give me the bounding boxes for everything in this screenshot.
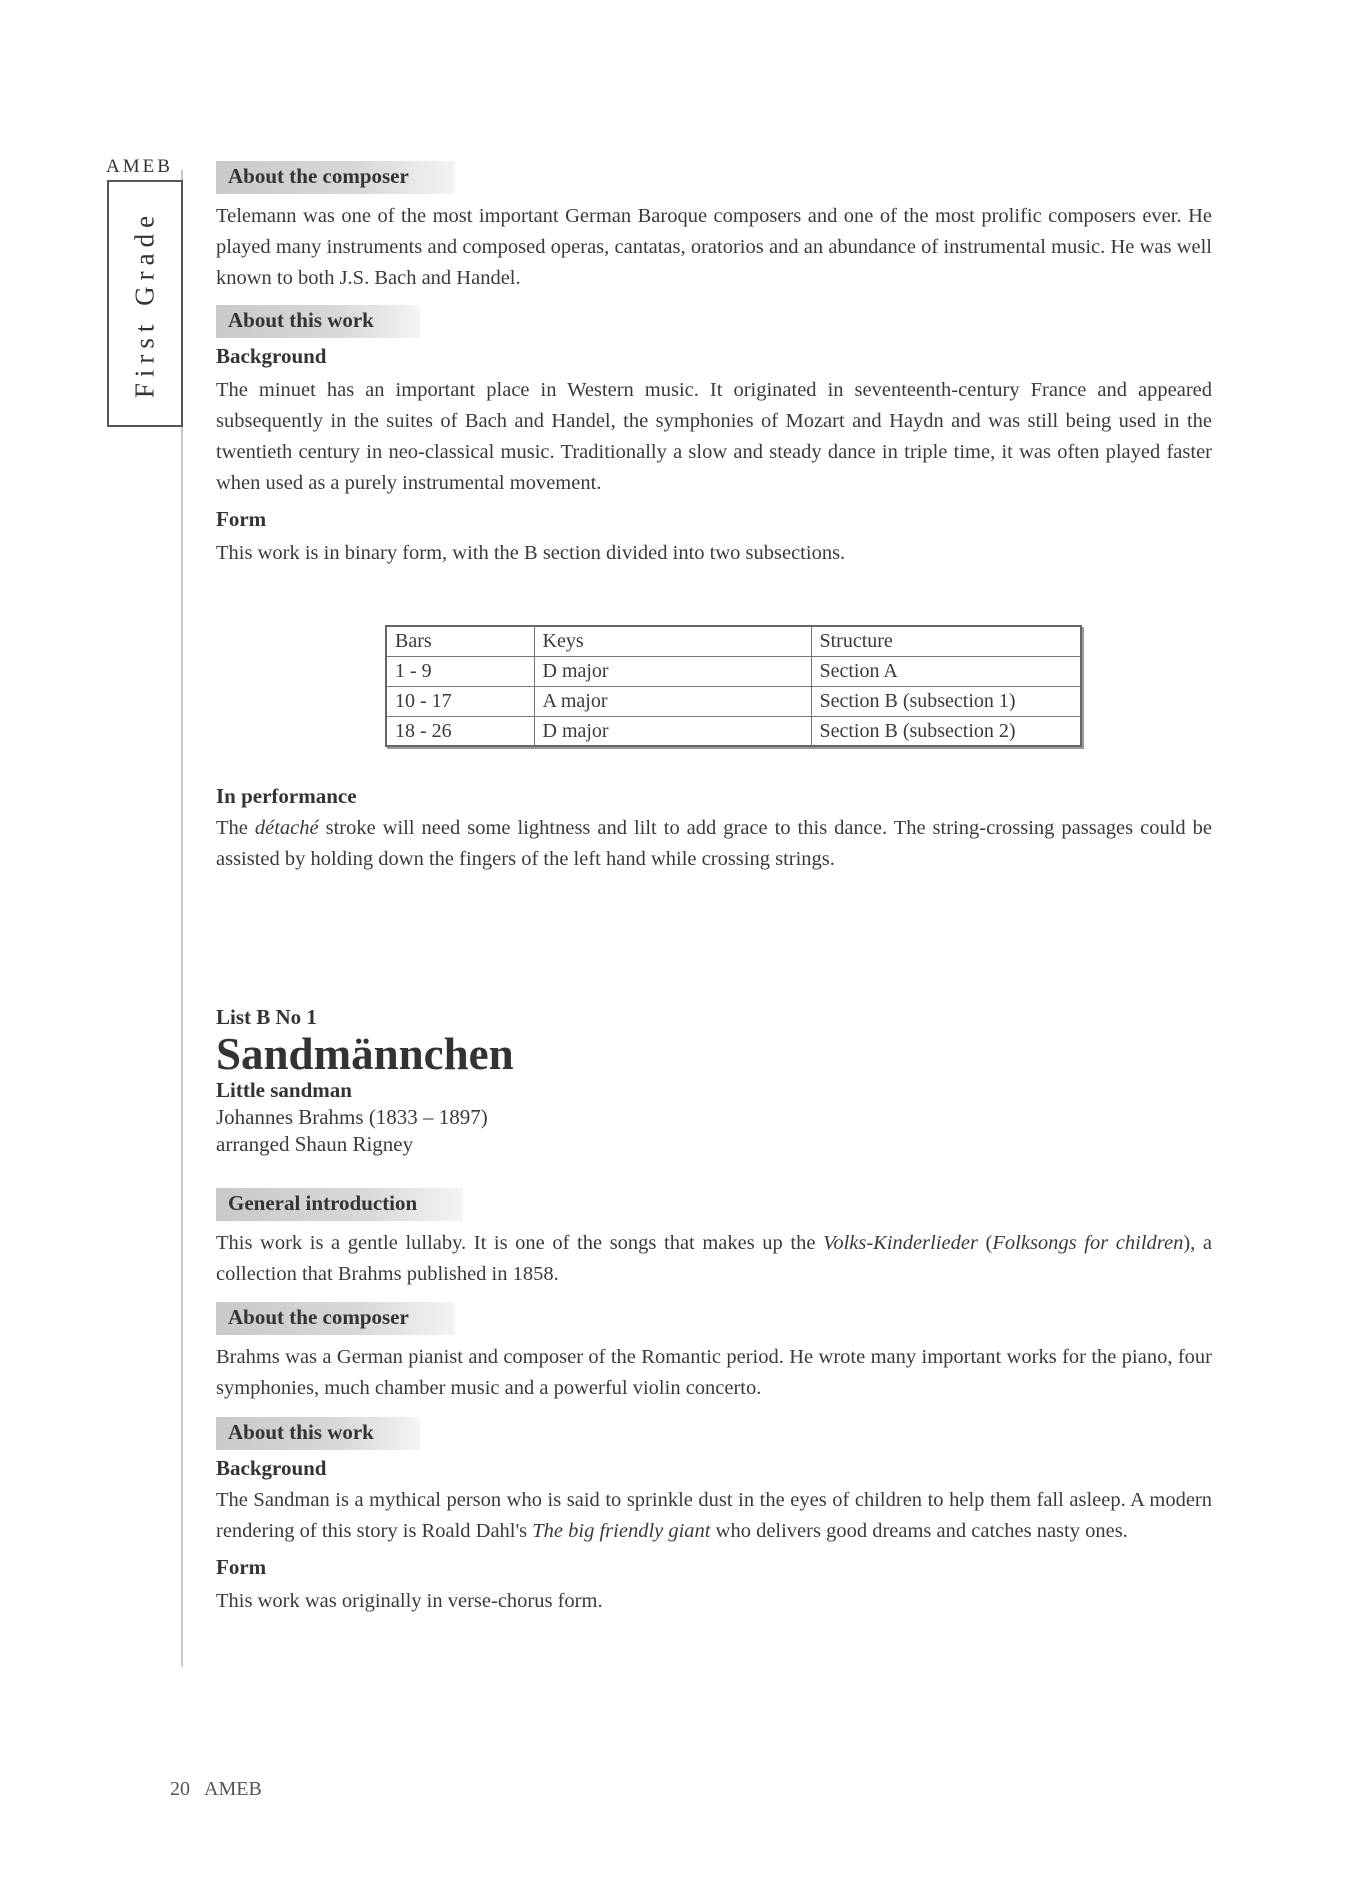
section-heading: About the composer [216,1302,455,1335]
text-run: ( [977,1232,993,1254]
table-cell: 1 - 9 [386,656,534,686]
form-heading: Form [216,1555,267,1579]
section-heading: About the composer [216,161,455,194]
grade-label: First Grade [129,209,160,398]
general-intro-section [216,1188,1212,1290]
piece-composer: Johannes Brahms (1833 – 1897) [216,1105,488,1129]
grade-tab-edge [181,180,183,427]
form-table [385,625,1082,747]
background-text: The minuet has an important place in Western music. It originated in seventeenth-century France and appeared subsequently in the suites of Bach and Handel, the symphonies of Mozart and Haydn and was still being used in the twentieth century in neo-classical music. Traditionally a slow and steady dance in triple time, it was often played faster when used as a purely instrumental movement. [216,379,1212,494]
table-cell: A major [534,686,811,716]
table-header-cell: Bars [386,626,534,656]
about-composer-section [216,161,1212,294]
sidebar-org-label: AMEB [106,156,173,177]
background-heading: Background [216,1456,327,1480]
piece-subtitle: Little sandman [216,1078,352,1102]
table-cell: D major [534,656,811,686]
table-row [386,686,1081,716]
form-text: This work was originally in verse-chorus form. [216,1590,603,1612]
text-run: The Sandman is a mythical person who is said to sprinkle dust in the eyes of children to help them fall asleep. A modern rendering of this story is Roald Dahl's [216,1489,1212,1542]
page-number: 20 [170,1778,190,1800]
table-header-cell: Keys [534,626,811,656]
table-cell: Section B (subsection 2) [811,716,1081,746]
form-text: This work is in binary form, with the B section divided into two subsections. [216,542,846,564]
background-heading: Background [216,344,327,368]
table-row [386,656,1081,686]
italic-term: détaché [254,817,319,839]
table-row [386,716,1081,746]
section-heading: General introduction [216,1188,463,1221]
table-cell: 10 - 17 [386,686,534,716]
list-number: List B No 1 [216,1005,317,1029]
italic-title: The big friendly giant [532,1520,711,1542]
text-run: The [216,817,255,839]
table-cell: D major [534,716,811,746]
footer-org: AMEB [204,1778,262,1800]
text-run: ), a collection that Brahms published in 1858. [216,1232,1212,1285]
text-run: stroke will need some lightness and lilt to add grace to this dance. The string-crossing passages could be assisted by holding down the fingers of the left hand while crossing strings. [216,817,1212,870]
grade-tab [107,180,181,427]
about-composer-text: Brahms was a German pianist and composer of the Romantic period. He wrote many important works for the piano, four symphonies, much chamber music and a powerful violin concerto. [216,1346,1212,1399]
performance-section [216,784,1212,875]
italic-title: Volks-Kinderlieder [823,1232,978,1254]
text-run: who delivers good dreams and catches nasty ones. [710,1520,1128,1542]
italic-title: Folksongs for children [992,1232,1184,1254]
text-run: This work is a gentle lullaby. It is one of the songs that makes up the [216,1232,824,1254]
about-work-section-2 [216,1417,1212,1617]
page-footer [170,1778,276,1801]
piece-header [216,1005,1212,1157]
performance-heading: In performance [216,784,357,808]
about-work-section [216,305,1212,569]
table-header-cell: Structure [811,626,1081,656]
form-heading: Form [216,507,267,531]
table-header-row [386,626,1081,656]
piece-title: Sandmännchen [216,1029,514,1079]
about-composer-text: Telemann was one of the most important German Baroque composers and one of the most prolific composers ever. He played many instruments and composed operas, cantatas, oratorios and an abundance of instrumental music. He was well known to both J.S. Bach and Handel. [216,205,1212,289]
about-composer-section-2 [216,1302,1212,1404]
section-heading: About this work [216,1417,420,1450]
section-heading: About this work [216,305,420,338]
performance-text [216,813,1212,875]
general-intro-text [216,1228,1212,1290]
background-text [216,1485,1212,1547]
table-cell: Section A [811,656,1081,686]
table-cell: Section B (subsection 1) [811,686,1081,716]
piece-arranger: arranged Shaun Rigney [216,1132,414,1156]
table-cell: 18 - 26 [386,716,534,746]
